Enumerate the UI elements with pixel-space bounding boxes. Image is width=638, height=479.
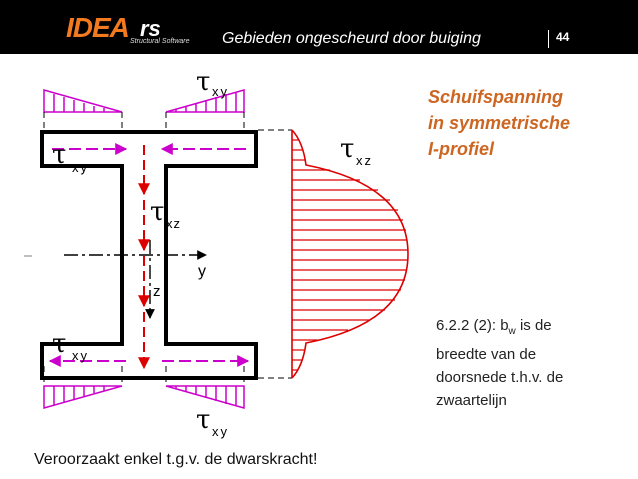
slide-heading	[428, 84, 570, 162]
note-line-1-suffix: is de	[515, 317, 552, 334]
tau-xy-bottom-sub: xy	[212, 424, 229, 439]
note-line-2: breedte van de	[436, 346, 537, 363]
web-shear-distribution	[292, 130, 408, 378]
code-reference-note	[436, 314, 563, 412]
tau-xy-left-bottom-sub: xy	[72, 348, 89, 363]
tau-xy-top-sub: xy	[212, 84, 229, 99]
cross-section-axes	[64, 240, 206, 318]
tau-xy-bottom-symbol: τ	[196, 405, 211, 435]
tau-xz-right-sub: xz	[356, 153, 373, 168]
note-line-4: zwaartelijn	[436, 392, 507, 409]
shear-symbol-labels	[52, 67, 373, 439]
logo-suffix-text: rs	[140, 16, 161, 41]
logo-main-text: IDEA	[66, 12, 129, 43]
note-line-1-prefix: 6.2.2 (2): b	[436, 317, 509, 334]
z-axis-label: z	[153, 283, 161, 300]
y-axis-label: y	[198, 263, 206, 280]
note-line-1	[436, 314, 563, 343]
heading-line-2: in symmetrische	[428, 113, 571, 133]
page-number: 44	[556, 30, 570, 44]
heading-line-1: Schuifspanning	[428, 87, 563, 107]
tau-xy-left-top-symbol: τ	[52, 140, 67, 170]
bottom-flange-shear-distribution	[44, 386, 244, 408]
tau-xy-top-symbol: τ	[196, 67, 211, 97]
tau-xy-left-bottom-symbol: τ	[52, 329, 67, 359]
tau-xz-web-sub: xz	[166, 216, 181, 231]
heading-line-3: I-profiel	[428, 139, 494, 159]
note-line-1-sub: w	[508, 326, 516, 337]
tau-xz-web-symbol: τ	[150, 197, 165, 227]
tau-xz-right-symbol: τ	[340, 134, 355, 164]
tau-xy-left-top-sub: xy	[72, 160, 89, 175]
logo-tagline: Structural Software	[130, 38, 190, 45]
slide-title: Gebieden ongescheurd door buiging	[222, 30, 481, 47]
note-line-3: doorsnede t.h.v. de	[436, 369, 564, 386]
footer-statement: Veroorzaakt enkel t.g.v. de dwarskracht!	[34, 451, 318, 468]
